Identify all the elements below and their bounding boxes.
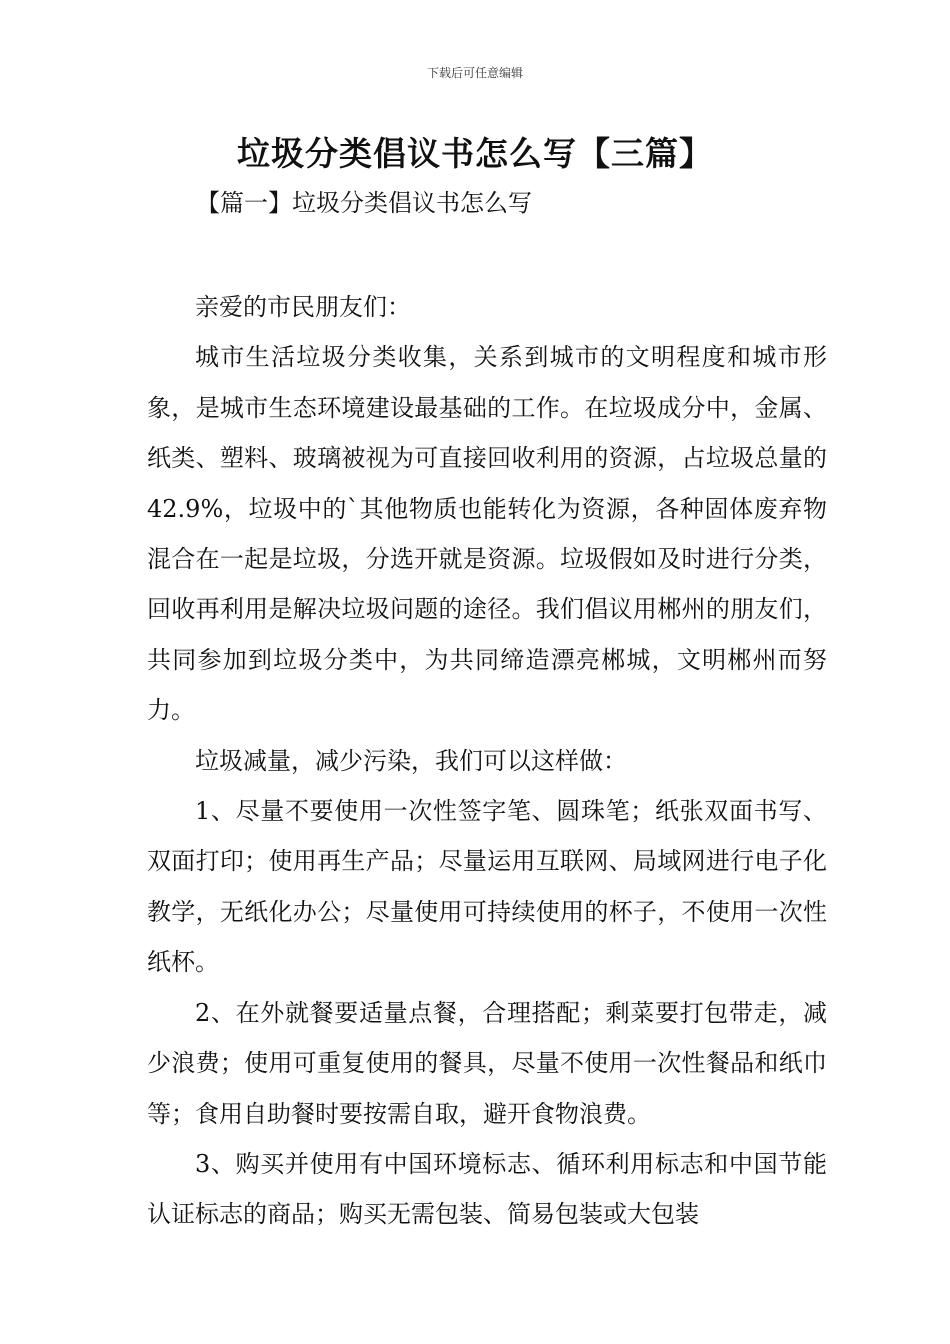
intro-paragraph: 城市生活垃圾分类收集，关系到城市的文明程度和城市形象，是城市生态环境建设最基础的工作。在垃圾成分中，金属、纸类、塑料、玻璃被视为可直接回收利用的资源，占垃圾总量的42.9%，垃圾中的`其他物质也能转化为资源，各种固体废弃物混合在一起是垃圾，分选开就是资源。垃圾假如及时进行分类，回收再利用是解决垃圾问题的途径。我们倡议用郴州的朋友们，共同参加到垃圾分类中，为共同缔造漂亮郴城，文明郴州而努力。 — [147, 343, 827, 725]
document-title: 垃圾分类倡议书怎么写【三篇】 — [237, 134, 713, 173]
page-header-note: 下载后可任意编辑 — [426, 66, 523, 80]
list-item-paragraph: 1、尽量不要使用一次性签字笔、圆珠笔；纸张双面书写、双面打印；使用再生产品；尽量运用互联网、局域网进行电子化教学，无纸化办公；尽量使用可持续使用的杯子，不使用一次性纸杯。 — [147, 797, 827, 977]
section-heading: 【篇一】垃圾分类倡议书怎么写 — [196, 189, 532, 217]
list-item-paragraph: 2、在外就餐要适量点餐，合理搭配；剩菜要打包带走，减少浪费；使用可重复使用的餐具，尽量不使用一次性餐品和纸巾等；食用自助餐时要按需自取，避开食物浪费。 — [147, 998, 827, 1128]
list-item-paragraph: 3、购买并使用有中国环境标志、循环利用标志和中国节能认证标志的商品；购买无需包装、简易包装或大包装 — [147, 1149, 827, 1229]
salutation-paragraph: 亲爱的市民朋友们： — [195, 293, 411, 321]
lead-in-paragraph: 垃圾减量，减少污染，我们可以这样做： — [195, 746, 627, 775]
document-body — [147, 282, 827, 1240]
